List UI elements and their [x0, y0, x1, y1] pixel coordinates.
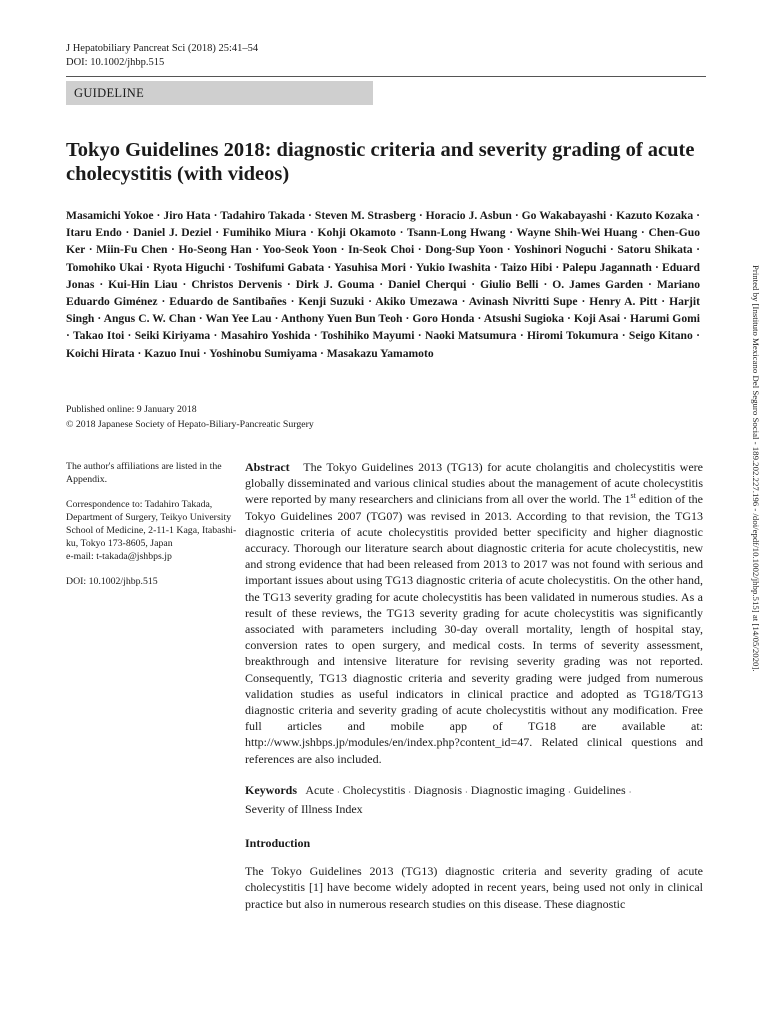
abstract-paragraph [245, 459, 703, 767]
introduction-heading: Introduction [245, 836, 311, 851]
article-sidebar [66, 460, 238, 600]
correspondence-email: e-mail: t-takada@jshbps.jp [66, 551, 172, 562]
correspondence-block [66, 498, 238, 563]
keyword-item: Cholecystitis [342, 782, 406, 797]
keywords-paragraph [245, 782, 703, 817]
journal-header [66, 42, 258, 70]
keyword-separator: · [465, 787, 468, 797]
affiliations-note: The author's affiliations are listed in the Appendix. [66, 461, 222, 485]
abstract-text-1: The Tokyo Guidelines 2013 (TG13) for acute cholangitis and cholecystitis were globally disseminated and various clinical studies about the management of acute cholecystitis were reported by many researchers and clinicians from all over the world. The 1 [245, 460, 703, 507]
keyword-item: Diagnostic imaging [470, 782, 566, 797]
publication-info [66, 402, 314, 432]
sidebar-doi: DOI: 10.1002/jhbp.515 [66, 576, 158, 587]
abstract-text-2: edition of the Tokyo Guidelines 2007 (TG07) was revised in 2013. According to that revision, the TG13 diagnostic criteria of acute cholecystitis provided better specificity and higher diagnostic accuracy. Thorough our literature search about diagnostic criteria for acute cholecystitis, new and strong evidence that had been released from 2013 to 2017 was not found with serious and important issues about using TG13 diagnostic criteria of acute cholecystitis. On the other hand, the TG13 severity grading for acute cholecystitis has been validated in numerous studies. As a result of these reviews, the TG13 severity grading for acute cholecystitis was significantly associated with parameters including 30-day overall mortality, length of hospital stay, conversion rates to open surgery, and medical costs. In terms of severity assessment, breakthrough and intensive literature for revising severity grading was not reported. Consequently, TG13 diagnostic criteria and severity grading were judged from numerous validation studies as useful indicators in clinical practice and adopted as TG18/TG13 diagnostic criteria and severity grading of acute cholecystitis without any modification. Free full articles and mobile app of TG18 are available at: http://www.jshbps.jp/modules/en/index.php?content_id=47. Related clinical questions and references are also included. [245, 492, 704, 766]
introduction-paragraph: The Tokyo Guidelines 2013 (TG13) diagnostic criteria and severity grading of acute cholecystitis [1] have become widely adopted in recent years, being used not only in clinical practice but also in numerous research studies on this disease. These diagnostic [245, 864, 703, 911]
keyword-separator: · [568, 787, 571, 797]
print-watermark: Printed by [Instituto Mexicano Del Seguro Social - 189.202.227.196 - /doi/epdf/10.1002/jhbp.515] at [14/05/2020]. [751, 265, 761, 672]
correspondence-address: Correspondence to: Tadahiro Takada, Department of Surgery, Teikyo University School of Medicine, 2-11-1 Kaga, Itabashi-ku, Tokyo 173-8605, Japan [66, 499, 237, 549]
journal-citation: J Hepatobiliary Pancreat Sci (2018) 25:41–54 [66, 43, 259, 54]
abstract-label: Abstract [245, 460, 290, 474]
article-title: Tokyo Guidelines 2018: diagnostic criteria and severity grading of acute cholecystitis (with videos) [66, 139, 695, 185]
abstract-superscript: st [630, 491, 636, 501]
keyword-item: Acute [305, 782, 334, 797]
article-type-banner: GUIDELINE [66, 81, 373, 105]
header-rule [66, 76, 706, 77]
main-column [245, 459, 703, 912]
keyword-separator: · [628, 787, 632, 797]
keyword-separator: · [337, 787, 340, 797]
keyword-item: Diagnosis [414, 782, 463, 797]
keyword-item: Severity of Illness Index [245, 802, 363, 817]
keywords-label: Keywords [245, 782, 297, 797]
keyword-item: Guidelines [573, 782, 626, 797]
published-date: Published online: 9 January 2018 [66, 404, 197, 415]
author-list: Masamichi Yokoe · Jiro Hata · Tadahiro Takada · Steven M. Strasberg · Horacio J. Asbun · Go Wakabayashi · Kazuto Kozaka · Itaru Endo · Daniel J. Deziel · Fumihiko Miura · Kohji Okamoto · Tsann-Long Hwang · Wayne Shih-Wei Huang · Chen-Guo Ker · Miin-Fu Chen · Ho-Seong Han · Yoo-Seok Yoon · In-Seok Choi · Dong-Sup Yoon · Yoshinori Noguchi · Satoru Shikata · Tomohiko Ukai · Ryota Higuchi · Toshifumi Gabata · Yasuhisa Mori · Yukio Iwashita · Taizo Hibi · Palepu Jagannath · Eduard Jonas · Kui-Hin Liau · Christos Dervenis · Dirk J. Gouma · Daniel Cherqui · Giulio Belli · O. James Garden · Mariano Eduardo Giménez · Eduardo de Santibañes · Kenji Suzuki · Akiko Umezawa · Avinash Nivritti Supe · Henry A. Pitt · Harjit Singh · Angus C. W. Chan · Wan Yee Lau · Anthony Yuen Bun Teoh · Goro Honda · Atsushi Sugioka · Koji Asai · Harumi Gomi · Takao Itoi · Seiki Kiriyama · Masahiro Yoshida · Toshihiko Mayumi · Naoki Matsumura · Hiromi Tokumura · Seigo Kitano · Koichi Hirata · Kazuo Inui · Yoshinobu Sumiyama · Masakazu Yamamoto [66, 209, 700, 360]
journal-doi: DOI: 10.1002/jhbp.515 [66, 57, 165, 68]
keyword-separator: · [408, 787, 412, 797]
copyright: © 2018 Japanese Society of Hepato-Biliary-Pancreatic Surgery [66, 419, 314, 430]
